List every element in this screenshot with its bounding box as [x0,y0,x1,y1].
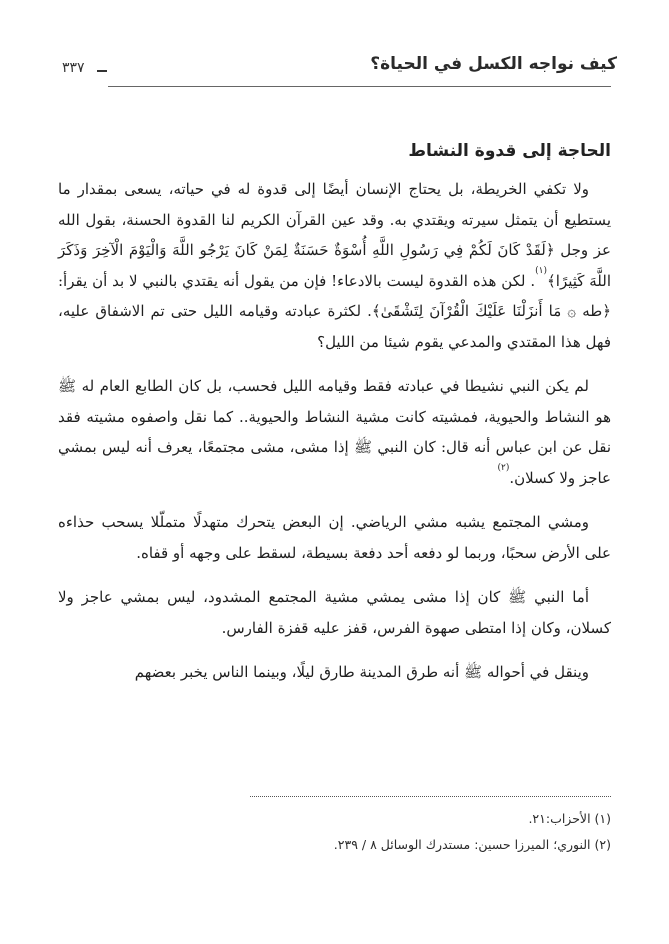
paragraph-text: ولا تكفي الخريطة، بل يحتاج الإنسان أيضًا إلى قدوة له في حياته، يسعى بمقدار ما يستطيع أن يتمثل سيرته ويقتدي به. وقد عين القرآن الكريم لنا القدوة الحسنة، بقول الله عز وجل ﴿لَقَدْ كَانَ لَكُمْ فِي رَسُولِ اللَّهِ أُسْوَةٌ حَسَنَةٌ لِمَنْ كَانَ يَرْجُو اللَّهَ وَالْيَوْمَ الْآخِرَ وَذَكَرَ اللَّهَ كَثِيرًا﴾ [58,180,611,290]
paragraph-text: وينقل في أحواله ﷺ أنه طرق المدينة طارق ليلًا، وبينما الناس يخبر بعضهم [134,663,589,681]
section-heading: الحاجة إلى قدوة النشاط [408,141,611,161]
paragraph [58,507,611,568]
header-rule [108,86,611,87]
footnote-ref[interactable]: (٢) [497,462,510,473]
paragraph-text-continued: . لكن هذه القدوة ليست بالادعاء! فإن من يقول أنه يقتدي بالنبي لا بد أن يقرأ: ﴿طه ۞ مَا أَنزَلْنَا عَلَيْكَ الْقُرْآنَ لِتَشْقَىٰ﴾. لكثرة عبادته وقيامه الليل حتى تم الاشفاق عليه، فهل هذا المقتدي والمدعي يقوم شيئا من الليل؟ [58,271,611,351]
paragraph-text: ومشي المجتمع يشبه مشي الرياضي. إن البعض يتحرك متهدلًا متملّلا يسحب حذاءه على الأرض سحبًا، وربما لو دفعه أحد دفعة بسيطة، لسقط على وجهه أو قفاه. [58,513,611,562]
footnotes [58,806,611,858]
footnote-separator [250,796,611,797]
chapter-title: كيف نواجه الكسل في الحياة؟ [370,54,617,74]
footnote-1: (١) الأحزاب:٢١. [528,811,611,826]
paragraph-text: لم يكن النبي نشيطا في عبادته فقط وقيامه الليل فحسب، بل كان الطابع العام له ﷺ هو النشاط والحيوية، فمشيته كانت مشية النشاط والحيوية.. كما نقل واصفوه مشيته فقد نقل عن ابن عباس أنه قال: كان النبي ﷺ إذا مشى، مشى مجتمعًا، يعرف أنه ليس بمشي عاجز ولا كسلان. [58,377,611,487]
paragraph [58,174,611,357]
paragraph [58,657,611,688]
page-number: ٣٣٧ [62,60,85,76]
footnote-2: (٢) النوري؛ الميرزا حسين: مستدرك الوسائل ٨ / ٢٣٩. [333,837,611,852]
footnote-ref[interactable]: (١) [535,265,547,276]
paragraph [58,371,611,493]
paragraph-text: أما النبي ﷺ كان إذا مشى يمشي مشية المجتمع المشدود، ليس بمشي عاجز ولا كسلان، وكان إذا امتطى صهوة الفرس، قفز عليه قفزة الفارس. [58,588,611,637]
paragraph [58,582,611,643]
running-header [60,54,617,90]
main-text [58,136,611,702]
page-number-dash [97,70,107,72]
